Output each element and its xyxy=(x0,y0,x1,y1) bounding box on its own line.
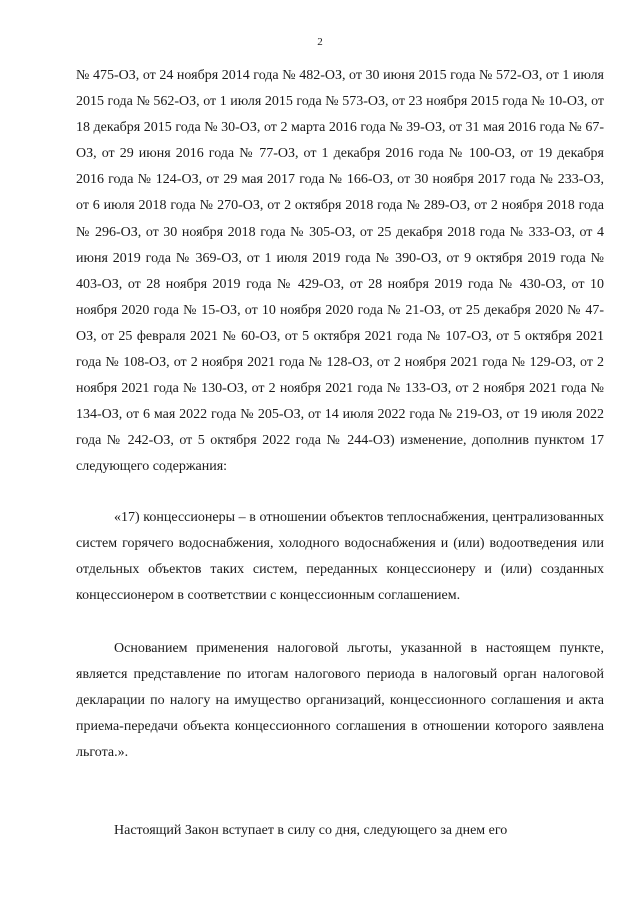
paragraph-point-17: «17) концессионеры – в отношении объектов теплоснабжения, централизованных систем горячего водоснабжения, холодного водоснабжения и (или) водоотведения или отдельных объектов таких систем, переданных концессионеру и (или) созданных концессионером в соответствии с концессионным соглашением. xyxy=(76,510,604,604)
paragraph-effective-date: Настоящий Закон вступает в силу со дня, следующего за днем его xyxy=(114,823,508,838)
paragraph-tax-benefit-basis: Основанием применения налоговой льготы, указанной в настоящем пункте, является представление по итогам налогового периода в налоговый орган налоговой декларации по налогу на имущество организаций, концессионного соглашения и акта приема-передачи объекта концессионного соглашения в отношении которого заявлена льгота.». xyxy=(76,641,604,761)
paragraph-amendments-list: № 475-ОЗ, от 24 ноября 2014 года № 482-ОЗ, от 30 июня 2015 года № 572-ОЗ, от 1 июля 2015 года № 562-ОЗ, от 1 июля 2015 года № 573-ОЗ, от 23 ноября 2015 года № 10-ОЗ, от 18 декабря 2015 года № 30-ОЗ, от 2 марта 2016 года № 39-ОЗ, от 31 мая 2016 года № 67-ОЗ, от 29 июня 2016 года № 77-ОЗ, от 1 декабря 2016 года № 100-ОЗ, от 19 декабря 2016 года № 124-ОЗ, от 29 мая 2017 года № 166-ОЗ, от 30 ноября 2017 года № 233-ОЗ, от 6 июля 2018 года № 270-ОЗ, от 2 октября 2018 года № 289-ОЗ, от 2 ноября 2018 года № 296-ОЗ, от 30 ноября 2018 года № 305-ОЗ, от 25 декабря 2018 года № 333-ОЗ, от 4 июня 2019 года № 369-ОЗ, от 1 июля 2019 года № 390-ОЗ, от 9 октября 2019 года № 403-ОЗ, от 28 ноября 2019 года № 429-ОЗ, от 28 ноября 2019 года № 430-ОЗ, от 10 ноября 2020 года № 15-ОЗ, от 10 ноября 2020 года № 21-ОЗ, от 25 декабря 2020 № 47-ОЗ, от 25 февраля 2021 № 60-ОЗ, от 5 октября 2021 года № 107-ОЗ, от 5 октября 2021 года № 108-ОЗ, от 2 ноября 2021 года № 128-ОЗ, от 2 ноября 2021 года № 129-ОЗ, от 2 ноября 2021 года № 130-ОЗ, от 2 ноября 2021 года № 133-ОЗ, от 2 ноября 2021 года № 134-ОЗ, от 6 мая 2022 года № 205-ОЗ, от 14 июля 2022 года № 219-ОЗ, от 19 июля 2022 года № 242-ОЗ, от 5 октября 2022 года № 244-ОЗ) изменение, дополнив пунктом 17 следующего содержания: xyxy=(76,68,604,475)
page-number: 2 xyxy=(317,36,323,48)
